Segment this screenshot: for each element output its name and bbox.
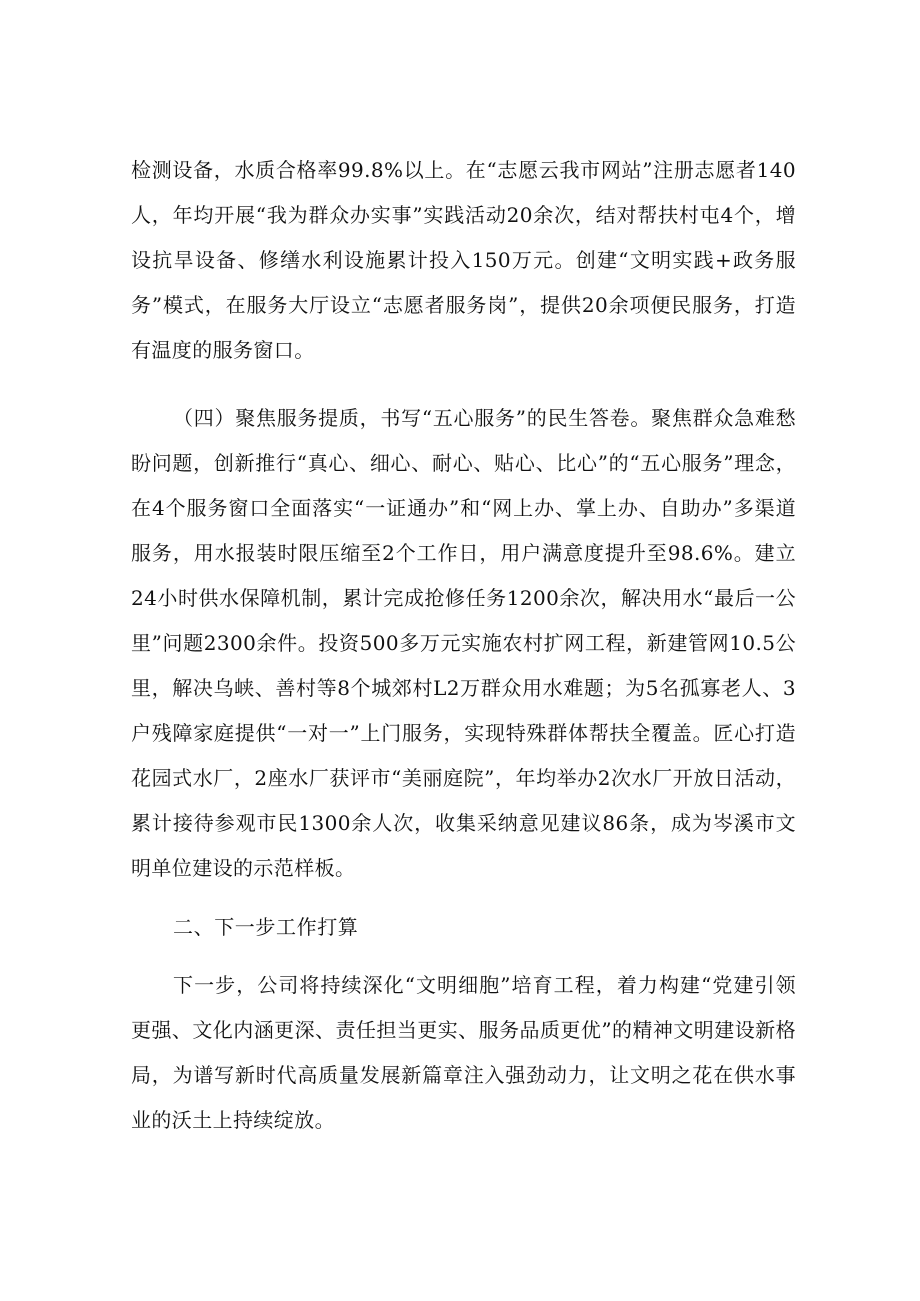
paragraph-section-four: （四）聚焦服务提质，书写“五心服务”的民生答卷。聚焦群众急难愁盼问题，创新推行“真心、细心、耐心、贴心、比心”的“五心服务”理念，在4个服务窗口全面落实“一证通办”和“网上办、掌上办、自助办”多渠道服务，用水报装时限压缩至2个工作日，用户满意度提升至98.6%。建立24小时供水保障机制，累计完成抢修任务1200余次，解决用水“最后一公里”问题2300余件。投资500多万元实施农村扩网工程，新建管网10.5公里，解决乌峡、善村等8个城郊村L2万群众用水难题；为5名孤寡老人、3户残障家庭提供“一对一”上门服务，实现特殊群体帮扶全覆盖。匠心打造花园式水厂，2座水厂获评市“美丽庭院”，年均举办2次水厂开放日活动，累计接待参观市民1300余人次，收集采纳意见建议86条，成为岑溪市文明单位建设的示范样板。: [131, 406, 796, 880]
paragraph-continued: 检测设备，水质合格率99.8%以上。在“志愿云我市网站”注册志愿者140人，年均开展“我为群众办实事”实践活动20余次，结对帮扶村屯4个，增设抗旱设备、修缮水利设施累计投入150万元。创建“文明实践+政务服务”模式，在服务大厅设立“志愿者服务岗”，提供20余项便民服务，打造有温度的服务窗口。: [131, 158, 796, 362]
section-heading-next-steps: 二、下一步工作打算: [173, 915, 359, 939]
paragraph-next-steps: 下一步，公司将持续深化“文明细胞”培育工程，着力构建“党建引领更强、文化内涵更深、责任担当更实、服务品质更优”的精神文明建设新格局，为谱写新时代高质量发展新篇章注入强劲动力，让文明之花在供水事业的沃土上持续绽放。: [131, 973, 796, 1132]
